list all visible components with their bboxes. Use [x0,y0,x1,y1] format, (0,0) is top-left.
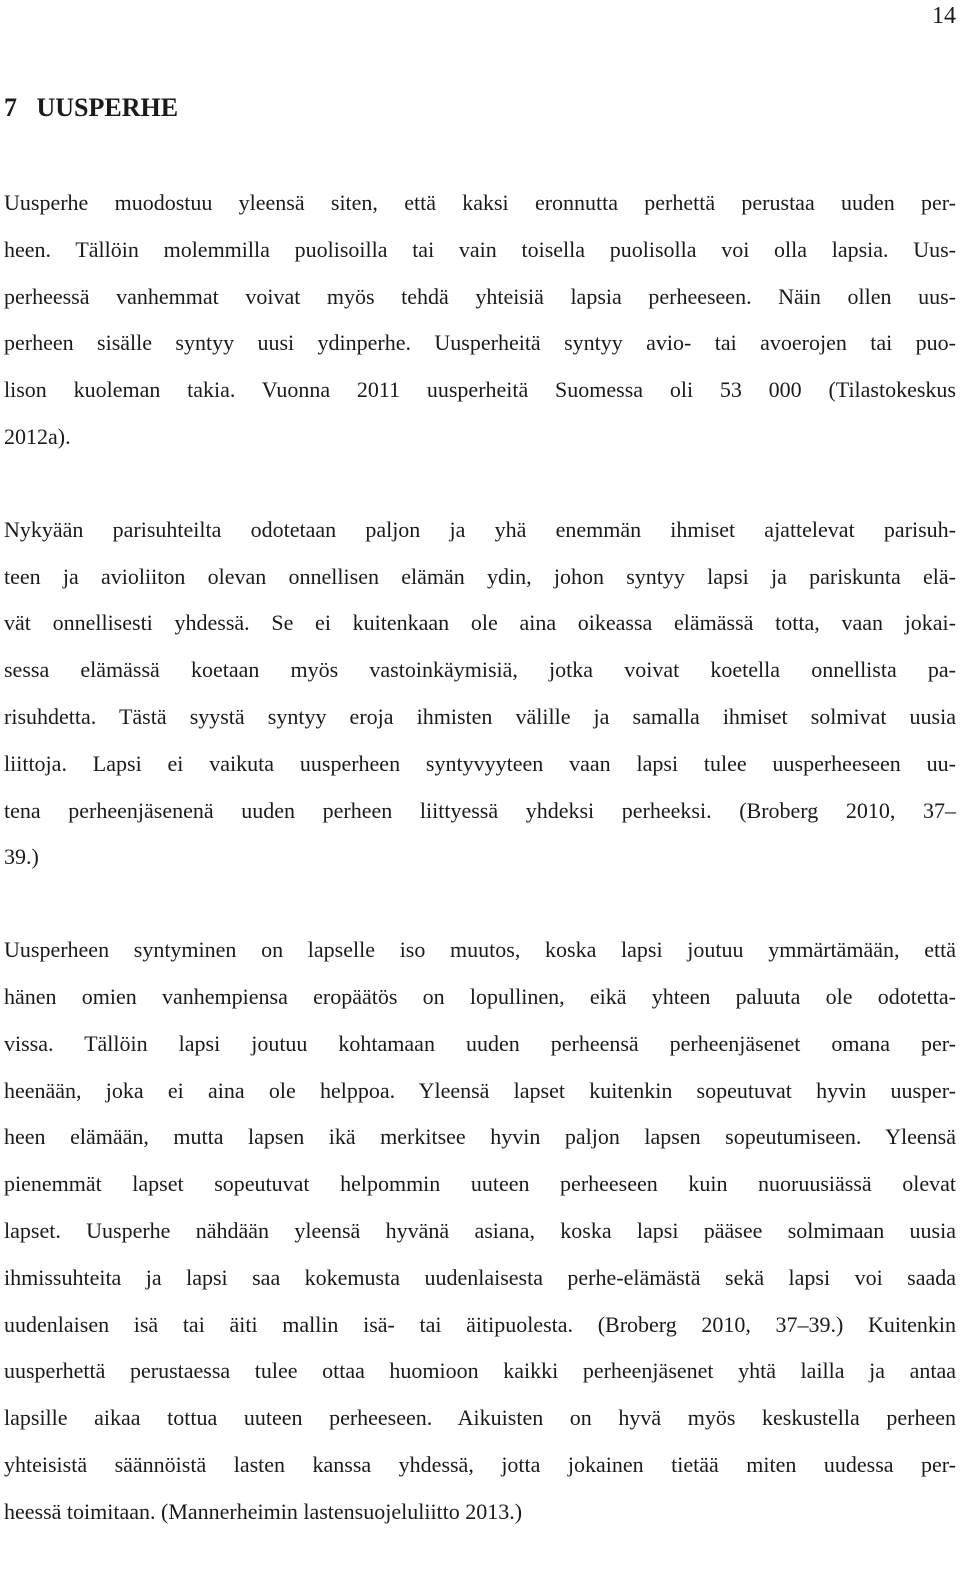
page-number: 14 [932,3,956,29]
chapter-heading: 7 UUSPERHE [4,93,179,122]
text-line: heessä toimitaan. (Mannerheimin lastensuojeluliitto 2013.) [4,1498,523,1524]
text-line: lapsille aikaa tottua uuteen perheeseen. Aikuisten on hyvä myös keskustella perheen [4,1405,956,1431]
text-line: vät onnellisesti yhdessä. Se ei kuitenkaan ole aina oikeassa elämässä totta, vaan jokai- [4,610,956,636]
text-line: 39.) [4,844,39,870]
text-line: lison kuoleman takia. Vuonna 2011 uusperheitä Suomessa oli 53 000 (Tilastokeskus [4,377,956,403]
text-line: Uusperheen syntyminen on lapselle iso muutos, koska lapsi joutuu ymmärtämään, että [4,937,956,963]
text-line: ihmissuhteita ja lapsi saa kokemusta uudenlaisesta perhe-elämästä sekä lapsi voi saada [4,1264,956,1290]
text-line: pienemmät lapset sopeutuvat helpommin uuteen perheeseen kuin nuoruusiässä olevat [4,1171,956,1197]
text-line: heen elämään, mutta lapsen ikä merkitsee hyvin paljon lapsen sopeutumiseen. Yleensä [4,1124,956,1150]
text-line: heenään, joka ei aina ole helppoa. Yleensä lapset kuitenkin sopeutuvat hyvin uusper- [4,1077,956,1103]
text-line: perheessä vanhemmat voivat myös tehdä yhteisiä lapsia perheeseen. Näin ollen uus- [4,283,956,309]
text-line: risuhdetta. Tästä syystä syntyy eroja ihmisten välille ja samalla ihmiset solmivat uusia [4,703,956,729]
text-line: yhteisistä säännöistä lasten kanssa yhdessä, jotta jokainen tietää miten uudessa per- [4,1451,956,1477]
text-line: Uusperhe muodostuu yleensä siten, että kaksi eronnutta perhettä perustaa uuden per- [4,190,956,215]
text-line: Nykyään parisuhteilta odotetaan paljon ja yhä enemmän ihmiset ajattelevat parisuh- [4,516,956,542]
paragraph-2 [4,507,956,881]
text-line: uusperhettä perustaessa tulee ottaa huomioon kaikki perheenjäsenet yhtä lailla ja antaa [4,1358,956,1384]
text-line: hänen omien vanhempiensa eropäätös on lopullinen, eikä yhteen paluuta ole odotetta- [4,983,956,1009]
text-line: tena perheenjäsenenä uuden perheen liittyessä yhdeksi perheeksi. (Broberg 2010, 37– [4,797,956,823]
text-line: uudenlaisen isä tai äiti mallin isä- tai äitipuolesta. (Broberg 2010, 37–39.) Kuitenkin [4,1311,956,1337]
text-line: teen ja avioliiton olevan onnellisen elämän ydin, johon syntyy lapsi ja pariskunta elä- [4,563,956,589]
text-line: vissa. Tällöin lapsi joutuu kohtamaan uuden perheensä perheenjäsenet omana per- [4,1030,956,1056]
text-line: heen. Tällöin molemmilla puolisoilla tai vain toisella puolisolla voi olla lapsia. Uus- [4,236,956,262]
body-text [4,180,956,1582]
text-line: perheen sisälle syntyy uusi ydinperhe. Uusperheitä syntyy avio- tai avoerojen tai puo- [4,330,956,356]
text-line: sessa elämässä koetaan myös vastoinkäymisiä, jotka voivat koetella onnellista pa- [4,657,956,683]
text-line: 2012a). [4,423,71,449]
paragraph-1 [4,180,956,461]
text-line: lapset. Uusperhe nähdään yleensä hyvänä asiana, koska lapsi pääsee solmimaan uusia [4,1217,956,1243]
text-line: liittoja. Lapsi ei vaikuta uusperheen syntyvyyteen vaan lapsi tulee uusperheeseen uu- [4,750,956,776]
paragraph-3 [4,927,956,1535]
